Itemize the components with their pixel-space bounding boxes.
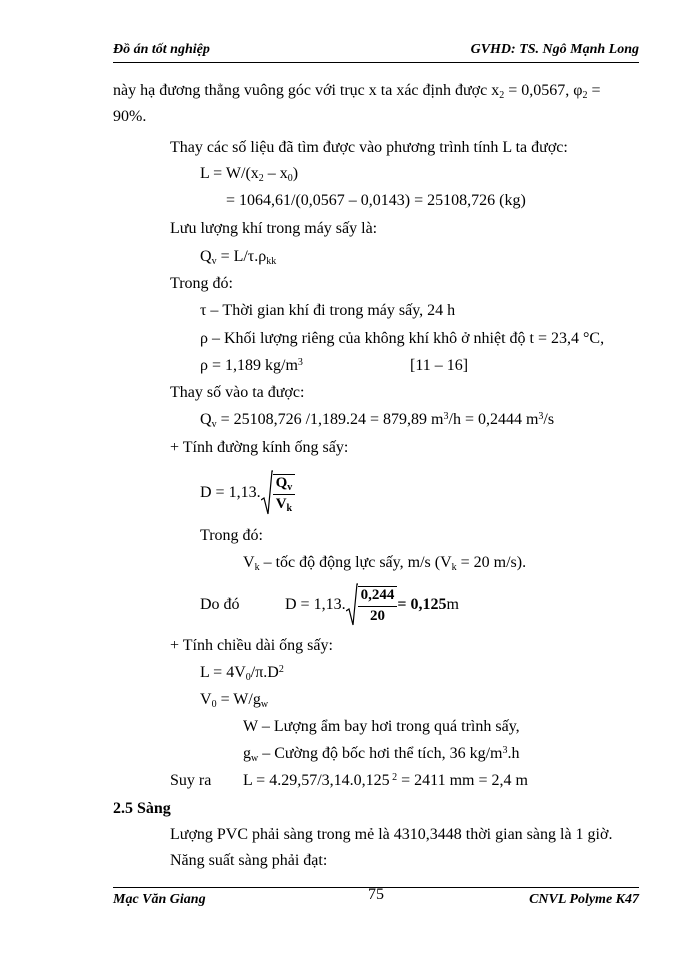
footer-left: Mạc Văn Giang	[113, 892, 206, 907]
text-line: Năng suất sàng phải đạt:	[170, 852, 328, 869]
diameter-formula: D = 1,13. $\frac{Q_v}{V_k}$	[200, 469, 295, 517]
fraction: $\frac{Q_v}{V_k}$	[273, 474, 296, 513]
page-number: 75	[368, 886, 384, 903]
text-line: Lưu lượng khí trong máy sấy là:	[170, 220, 378, 237]
text-line: ρ – Khối lượng riêng của không khí khô ở nhiệt độ t = 23,4 °C,	[200, 330, 605, 347]
header-right: GVHD: TS. Ngô Mạnh Long	[470, 42, 639, 57]
text-line: Thay các số liệu đã tìm được vào phương trình tính L ta được:	[170, 139, 568, 156]
equation-line: $L = 4V_0/\pi.D^2$	[200, 664, 284, 683]
text-line: $g_w$ – Cường độ bốc hơi thể tích, 36 $kg/m^3.h$	[243, 745, 520, 764]
equation-line: $L = W/(x_2 - x_0)$	[200, 165, 299, 184]
footer-right: CNVL Polyme K47	[529, 892, 639, 907]
equation-line: $Q_v = 25108,726$ /1,189.24 = 879,89 $m^3/h = 0,2444$ $m^3/s$	[200, 411, 555, 430]
fraction: $\frac{0,244}{20}$	[358, 586, 398, 625]
equation-line: ρ = 1,189 $kg/m^3$	[200, 357, 303, 374]
text-line: 90%.	[113, 108, 147, 125]
diameter-result-formula: D = 1,13. $\frac{0,244}{20}$ = 0,125 m	[285, 582, 459, 628]
section-heading: 2.5 Sàng	[113, 800, 171, 817]
text-line: $V_k$ – tốc độ động lực sấy, m/s ($V_k = 20$ m/s).	[243, 554, 527, 573]
section-subheading: + Tính chiều dài ống sấy:	[170, 637, 333, 654]
text-line: này hạ đương thẳng vuông góc với trục x ta xác định được $x_2 = 0,0567$, $\varphi_2$ =	[113, 82, 601, 101]
text-line: Do đó	[200, 596, 240, 613]
sqrt-sign	[346, 583, 358, 627]
equation-line: $V_0 = W/g_w$	[200, 691, 269, 710]
text-line: τ – Thời gian khí đi trong máy sấy, 24 h	[200, 302, 456, 319]
equation-line: L = 4.29,57/3,14.0,125 $^2$ = 2411 mm = 2,4 m	[243, 772, 528, 789]
text-line: Trong đó:	[170, 275, 233, 292]
equation-line: $Q_v = L/\tau.\rho_{kk}$	[200, 248, 277, 267]
text-line: Trong đó:	[200, 527, 263, 544]
text-line: W – Lượng ẩm bay hơi trong quá trình sấy,	[243, 718, 520, 735]
equation-line: = 1064,61/(0,0567 – 0,0143) = 25108,726 (kg)	[226, 192, 526, 209]
reference: [11 – 16]	[410, 357, 469, 374]
text-line: Suy ra	[170, 772, 212, 789]
section-subheading: + Tính đường kính ống sấy:	[170, 439, 349, 456]
header-rule	[113, 62, 639, 63]
text-line: Lượng PVC phải sàng trong mẻ là 4310,3448 thời gian sàng là 1 giờ.	[170, 826, 613, 843]
sqrt-sign	[261, 470, 273, 516]
text-line: Thay số vào ta được:	[170, 384, 305, 401]
header-left: Đồ án tốt nghiệp	[113, 42, 210, 57]
